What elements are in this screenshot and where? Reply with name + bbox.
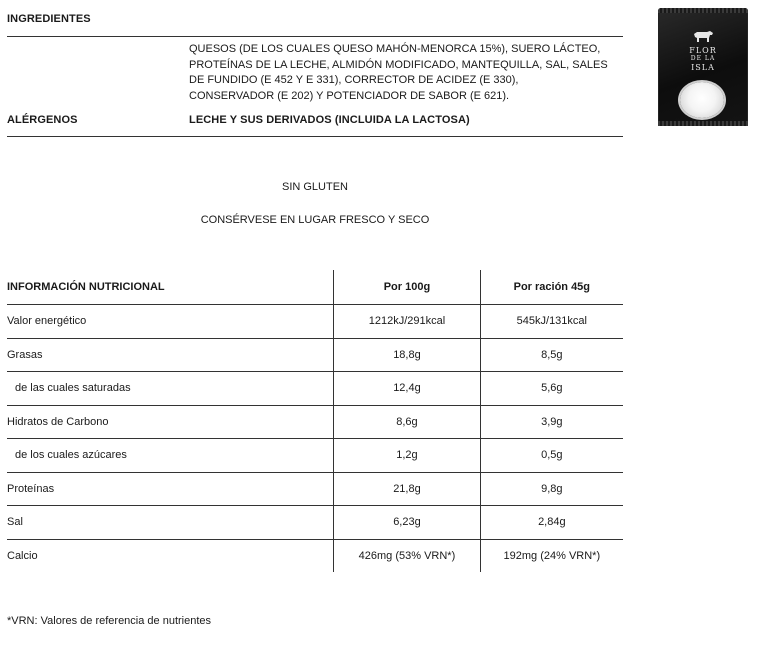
row-per-serving: 192mg (24% VRN*) [480, 539, 623, 572]
row-per-100g: 12,4g [334, 372, 480, 406]
divider [7, 36, 623, 37]
row-label: Calcio [7, 549, 38, 562]
row-label: Sal [7, 506, 334, 540]
row-label: de los cuales azúcares [7, 439, 334, 473]
row-per-serving: 8,5g [480, 338, 623, 372]
table-row [7, 539, 623, 572]
divider [7, 136, 623, 137]
header-nutrition: INFORMACIÓN NUTRICIONAL [7, 270, 334, 305]
row-per-serving: 0,5g [480, 439, 623, 473]
table-row [7, 405, 623, 439]
table-row [7, 472, 623, 506]
row-label: Grasas [7, 338, 334, 372]
package-crimp [658, 8, 748, 13]
ingredients-line: PROTEÍNAS DE LA LECHE, ALMIDÓN MODIFICADO, MANTEQUILLA, SAL, SALES [189, 58, 608, 71]
ingredients-line: CONSERVADOR (E 202) Y POTENCIADOR DE SABOR (E 621). [189, 89, 510, 102]
row-per-serving: 5,6g [480, 372, 623, 406]
table-row [7, 372, 623, 406]
brand-line: ISLA [691, 63, 715, 72]
allergens-title: ALÉRGENOS [7, 114, 78, 126]
brand-line: FLOR [689, 46, 717, 55]
brand-line: DE LA [690, 55, 716, 62]
storage-note: CONSÉRVESE EN LUGAR FRESCO Y SECO [200, 214, 430, 226]
row-per-serving: 2,84g [480, 506, 623, 540]
package-crimp [658, 121, 748, 126]
cow-logo-icon [691, 29, 715, 43]
ingredients-title: INGREDIENTES [7, 13, 91, 25]
row-per-100g: 18,8g [334, 338, 480, 372]
ingredients-line: DE FUNDIDO (E 452 Y E 331), CORRECTOR DE ACIDEZ (E 330), [189, 74, 519, 86]
row-per-serving: 9,8g [480, 472, 623, 506]
row-per-100g: 6,23g [334, 506, 480, 540]
footnote: *VRN: Valores de referencia de nutrientes [7, 615, 212, 627]
row-label: Hidratos de Carbono [7, 405, 334, 439]
row-per-100g: 426mg (53% VRN*) [334, 539, 480, 572]
row-per-100g: 21,8g [334, 472, 480, 506]
ingredients-line: QUESOS (DE LOS CUALES QUESO MAHÓN-MENORCA 15%), SUERO LÁCTEO, [189, 43, 601, 55]
gluten-free-note: SIN GLUTEN [281, 181, 348, 193]
table-row [7, 506, 623, 540]
ingredients-text [189, 42, 629, 104]
row-label: de las cuales saturadas [7, 372, 334, 406]
product-image [658, 8, 748, 126]
header-per-serving: Por ración 45g [480, 270, 623, 305]
cheese-icon [680, 82, 724, 118]
product-brand [658, 46, 748, 72]
header-per-100g: Por 100g [334, 270, 480, 305]
row-per-100g: 1212kJ/291kcal [334, 305, 480, 339]
row-per-serving: 545kJ/131kcal [480, 305, 623, 339]
table-row [7, 338, 623, 372]
row-per-serving: 3,9g [480, 405, 623, 439]
table-header-row [7, 270, 623, 305]
row-label: Valor energético [7, 305, 334, 339]
table-row [7, 439, 623, 473]
row-per-100g: 8,6g [334, 405, 480, 439]
allergens-value: LECHE Y SUS DERIVADOS (INCLUIDA LA LACTOSA) [189, 114, 470, 126]
nutrition-table [7, 270, 623, 572]
row-label: Proteínas [7, 472, 334, 506]
table-row [7, 305, 623, 339]
row-per-100g: 1,2g [334, 439, 480, 473]
